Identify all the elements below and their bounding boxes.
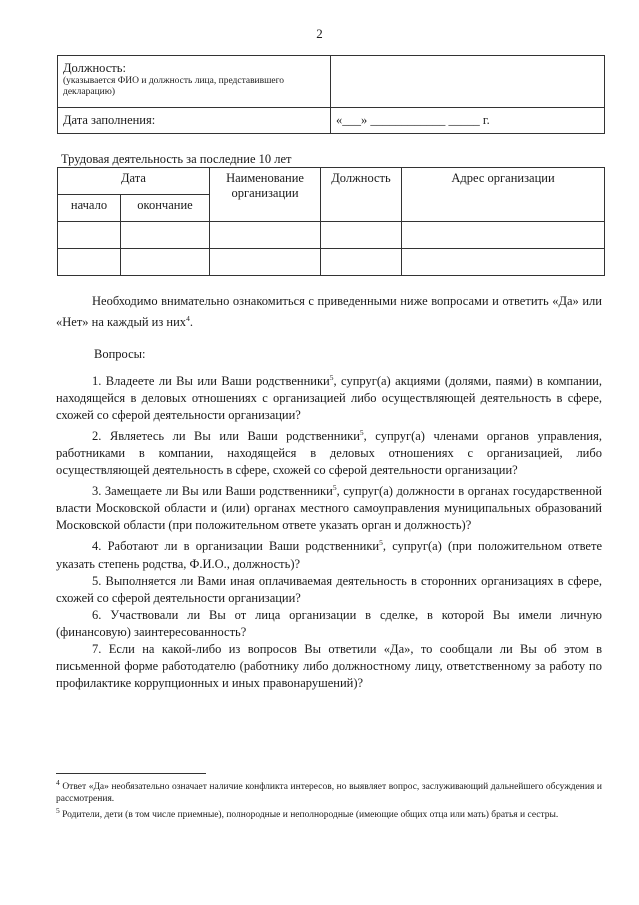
date-label: Дата заполнения:: [58, 108, 331, 134]
table-cell[interactable]: [210, 222, 321, 249]
question-2: [56, 424, 602, 479]
date-field[interactable]: «___» ____________ _____ г.: [331, 108, 605, 134]
intro-paragraph: [56, 293, 602, 331]
footnote-ref: 5: [332, 483, 337, 493]
question-text: , супруг(а) (при положительном ответе указать степень родства, Ф.И.О., должность)?: [56, 539, 602, 571]
question-6: 6. Участвовали ли Вы от лица организации в сделке, в которой Вы имели личную (финансовую) заинтересованность?: [56, 607, 602, 639]
position-field[interactable]: [331, 56, 605, 108]
footnote-ref: 5: [379, 538, 383, 548]
page-number: 2: [316, 26, 323, 41]
questions-heading: Вопросы:: [94, 347, 146, 361]
intro-end: .: [189, 315, 193, 330]
table-cell[interactable]: [58, 249, 121, 276]
footnote-divider: [56, 773, 206, 774]
col-start-header: начало: [58, 195, 121, 222]
footnote-ref: 4: [186, 314, 190, 323]
table-cell[interactable]: [121, 249, 210, 276]
footnote-text: Ответ «Да» необязательно означает наличие конфликта интересов, но выявляет вопрос, заслуживающий дальнейшего обсуждения и рассмотрения.: [56, 782, 602, 805]
col-end-header: окончание: [121, 195, 210, 222]
col-position-header: Должность: [321, 168, 402, 222]
footnote-4: [56, 777, 602, 805]
employment-table: [57, 167, 605, 276]
question-5: 5. Выполняется ли Вами иная оплачиваемая деятельность в сторонних организациях в сфере, схожей со сферой деятельности организации?: [56, 573, 602, 605]
question-7: 7. Если на какой-либо из вопросов Вы ответили «Да», то сообщали ли Вы об этом в письменной форме работодателю (работнику либо должностному лицу, ответственному за работу по профилактике коррупционных и иных правонарушений)?: [56, 641, 602, 690]
question-1: [56, 369, 602, 424]
table-row: [58, 222, 605, 249]
question-4: [56, 534, 602, 572]
table-row: [58, 249, 605, 276]
employment-title: Трудовая деятельность за последние 10 лет: [61, 152, 292, 166]
footnote-5: [56, 805, 602, 821]
col-date-header: Дата: [58, 168, 210, 195]
table-cell[interactable]: [402, 222, 605, 249]
table-cell[interactable]: [58, 222, 121, 249]
table-cell[interactable]: [402, 249, 605, 276]
question-3: [56, 479, 602, 534]
question-text: , супруг(а) акциями (долями, паями) в компании, находящейся в деловых отношениях с организацией либо осуществляющей деятельность в сфере, схожей со сферой деятельности организации?: [56, 374, 602, 423]
table-cell[interactable]: [321, 249, 402, 276]
table-cell[interactable]: [210, 249, 321, 276]
footnote-ref: 5: [359, 428, 364, 438]
intro-text: Необходимо внимательно ознакомиться с приведенными ниже вопросами и ответить «Да» или «Нет» на каждый из них: [56, 294, 602, 330]
question-text: , супруг(а) членами органов управления, работниками в компании, находящейся в деловых отношениях с организацией, либо осуществляющей деятельность в сфере, схожей со сферой деятельности организации?: [56, 429, 602, 478]
question-text: 2. Являетесь ли Вы или Ваши родственники: [92, 429, 360, 444]
position-label: Должность:: [63, 61, 126, 75]
position-label-cell: [58, 56, 331, 108]
table-cell[interactable]: [121, 222, 210, 249]
question-text: 1. Владеете ли Вы или Ваши родственники: [92, 374, 330, 389]
footnote-number: 4: [56, 778, 60, 787]
footnotes: [56, 777, 602, 821]
footnote-number: 5: [56, 806, 60, 816]
questions-list: [56, 369, 602, 692]
footnote-ref: 5: [329, 373, 334, 382]
question-text: 4. Работают ли в организации Ваши родственники: [92, 539, 380, 554]
footnote-text: Родители, дети (в том числе приемные), полнородные и неполнородные (имеющие общих отца или мать) братья и сестры.: [59, 810, 559, 821]
col-org-header: Наименование организации: [210, 168, 321, 222]
question-text: , супруг(а) должности в органах государственной власти Московской области и (или) органах местного самоуправления муниципальных образований Московской области (при положительном ответе указать орган и должность)?: [56, 484, 602, 533]
col-address-header: Адрес организации: [402, 168, 605, 222]
position-hint: (указывается ФИО и должность лица, представившего декларацию): [63, 76, 285, 97]
question-text: 3. Замещаете ли Вы или Ваши родственники: [92, 484, 333, 499]
table-cell[interactable]: [321, 222, 402, 249]
declarant-info-table: [57, 55, 605, 134]
